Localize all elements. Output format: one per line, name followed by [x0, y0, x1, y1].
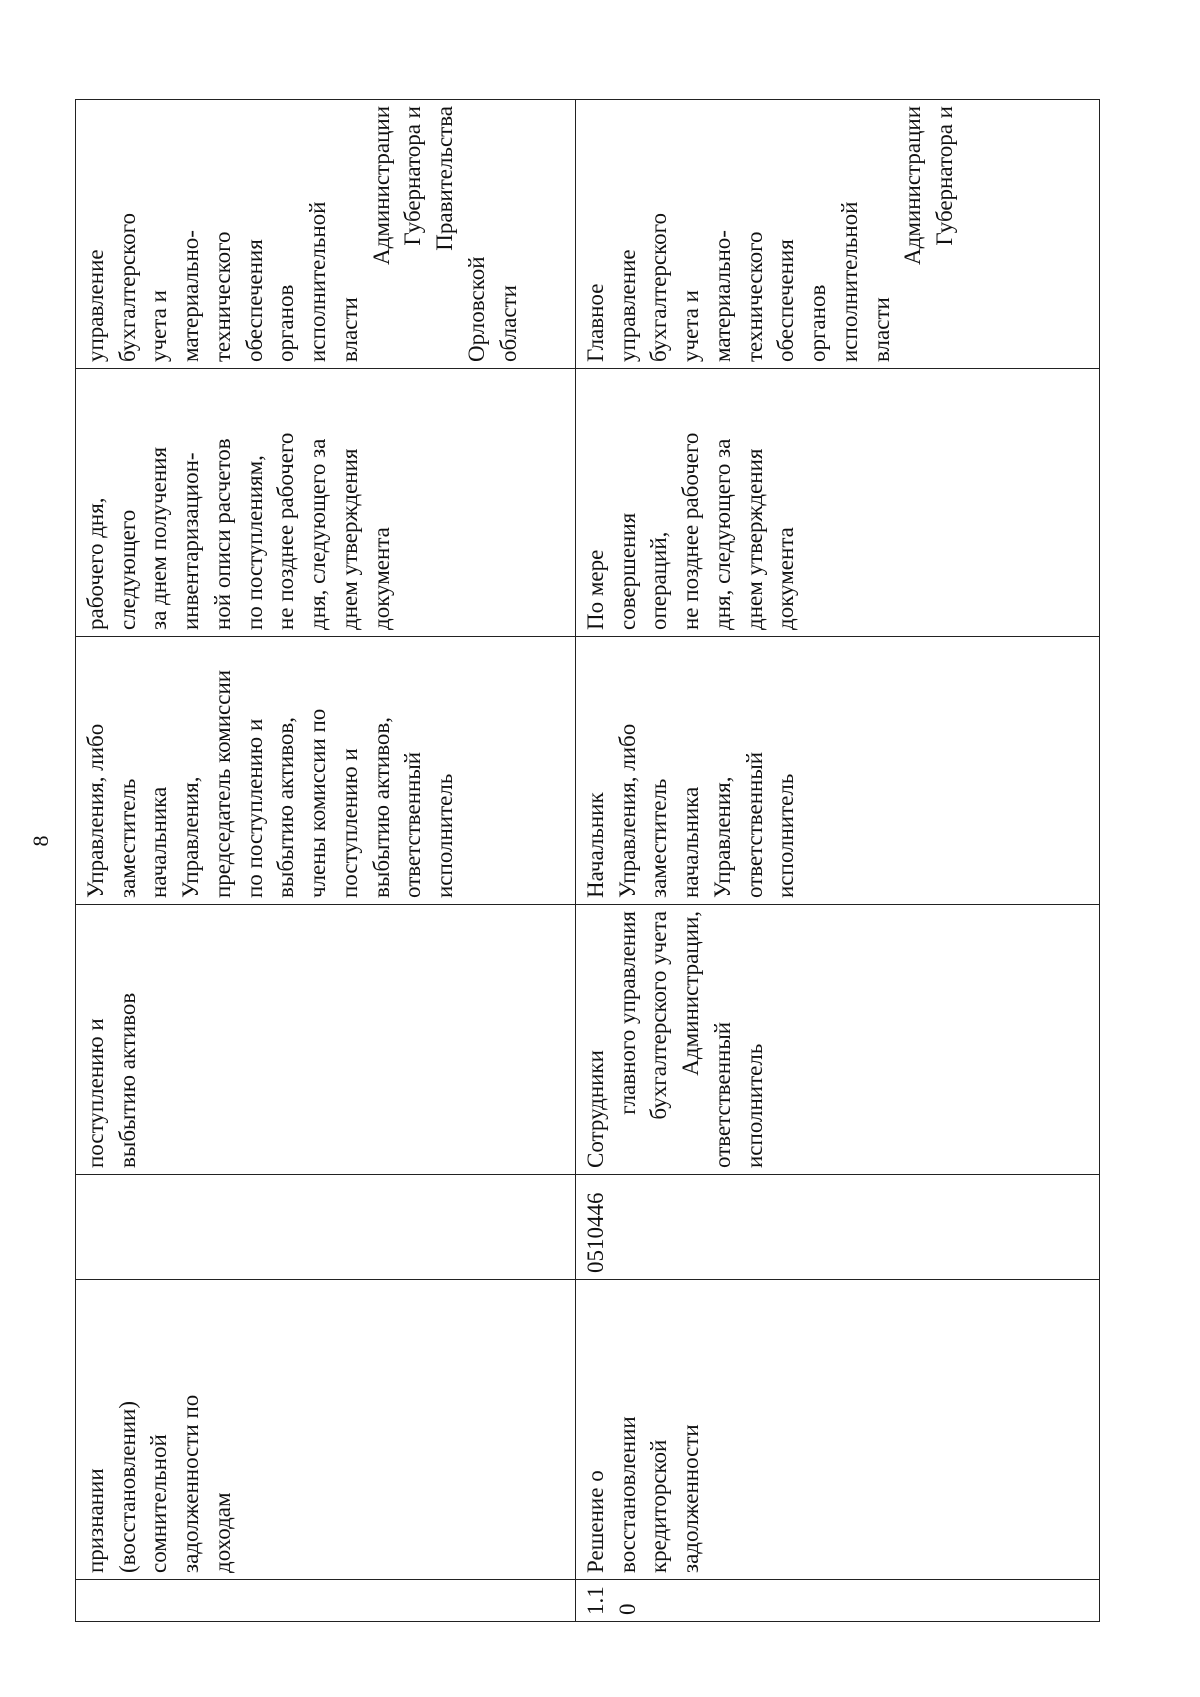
creators-cell: Сотрудники главного управления бухгалтерского учета Администрации, ответственный исполнитель: [576, 905, 1100, 1175]
document-table: [75, 99, 1100, 1622]
document-name-cell: Решение о восстановлении кредиторской задолженности: [576, 1280, 1100, 1580]
form-code-cell: [76, 1175, 576, 1280]
table-row: [76, 100, 576, 1622]
recipient-cell: управление бухгалтерского учета и материально- технического обеспечения органов исполнительной власти Администрации Губернатора и Правительства Орловской области: [76, 100, 576, 369]
signers-cell: Управления, либо заместитель начальника Управления, председатель комиссии по поступлению и выбытию активов, члены комиссии по поступлению и выбытию активов, ответственный исполнитель: [76, 637, 576, 905]
row-number-cell: [76, 1580, 576, 1622]
document-name-cell: признании (восстановлении) сомнительной задолженности по доходам: [76, 1280, 576, 1580]
table-row: [576, 100, 1100, 1622]
rotated-page-content: [75, 100, 1099, 1622]
signers-cell: Начальник Управления, либо заместитель начальника Управления, ответственный исполнитель: [576, 637, 1100, 905]
form-code-cell: 0510446: [576, 1175, 1100, 1280]
page-number: 8: [28, 835, 53, 847]
creators-cell: поступлению и выбытию активов: [76, 905, 576, 1175]
row-number-cell: 1.10: [576, 1580, 1100, 1622]
recipient-cell: Главное управление бухгалтерского учета и материально- технического обеспечения органов исполнительной власти Администрации Губернатора и: [576, 100, 1100, 369]
deadline-cell: рабочего дня, следующего за днем получения инвентаризацион- ной описи расчетов по поступлениям, не позднее рабочего дня, следующего за днем утверждения документа: [76, 369, 576, 637]
deadline-cell: По мере совершения операций, не позднее рабочего дня, следующего за днем утверждения документа: [576, 369, 1100, 637]
